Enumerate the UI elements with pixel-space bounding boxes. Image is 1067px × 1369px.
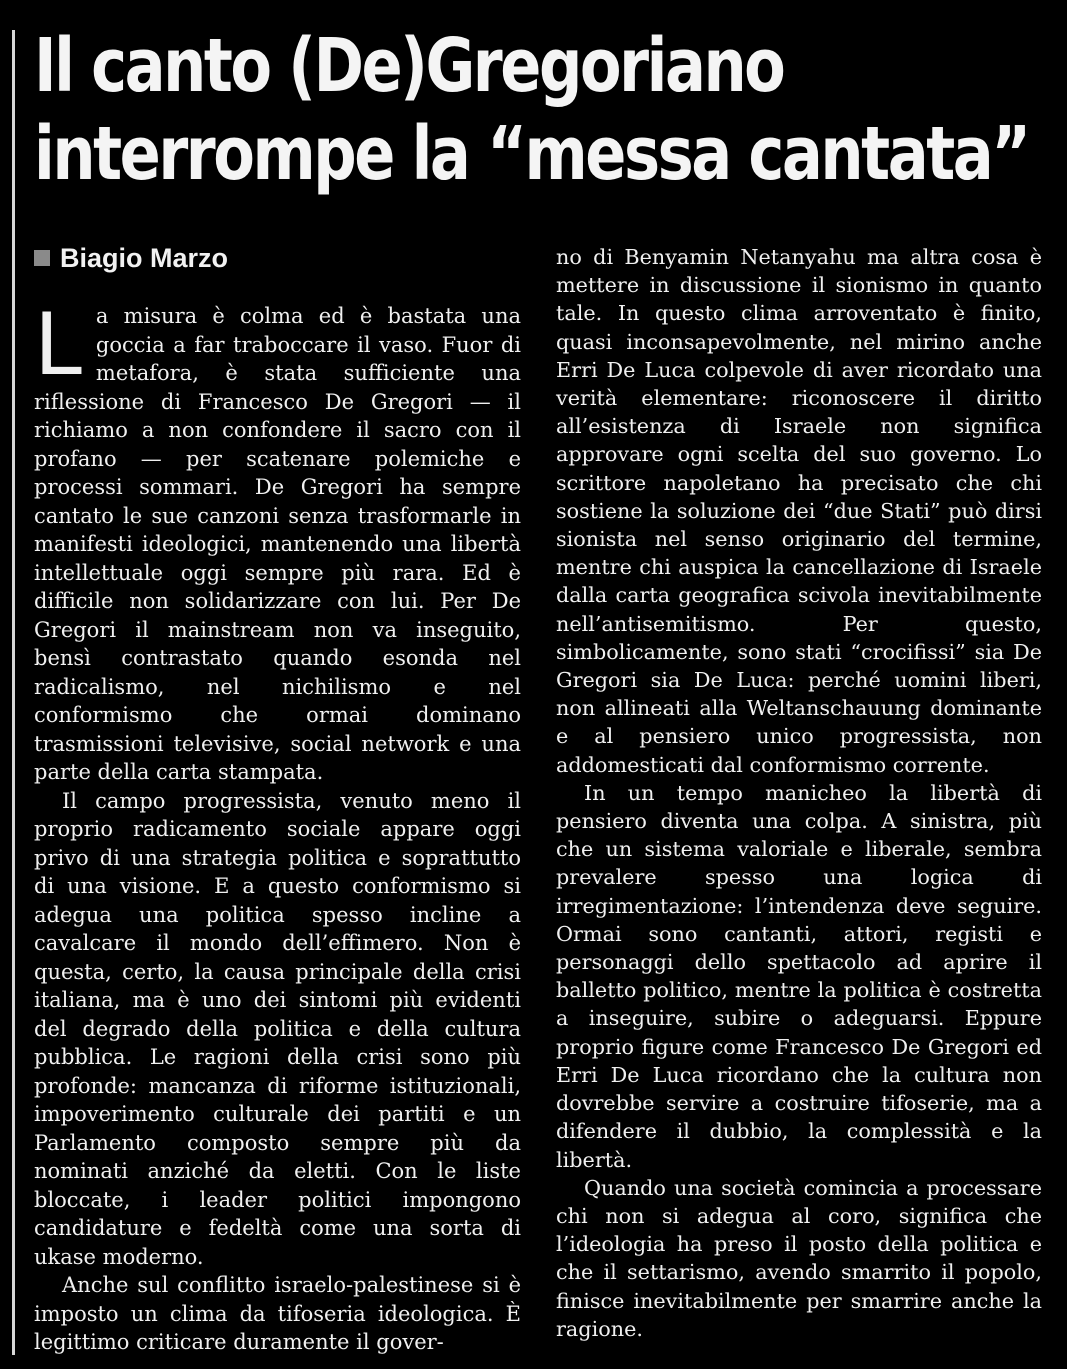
headline-line-1: Il canto (De)Gregoriano (34, 23, 784, 109)
article-headline (34, 22, 1029, 198)
author-byline (34, 240, 228, 276)
drop-cap: L (34, 295, 82, 395)
byline-square-icon (34, 250, 50, 266)
paragraph: no di Benyamin Netanyahu ma altra cosa è mettere in discussione il sionismo in quanto tale. In questo clima arroventato è finito, quasi inconsapevolmente, nel mirino anche Erri De Luca colpevole di aver ricordato una verità elementare: riconoscere il diritto all’esistenza di Israele non significa approvare ogni scelta del suo governo. Lo scrittore napoletano ha precisato che chi sostiene la soluzione dei “due Stati” può dirsi sionista nel senso originario del termine, mentre chi auspica la cancellazione di Israele dalla carta geografica scivola inevitabilmente nell’antisemitismo. Per questo, simbolicamente, sono stati “crocifissi” sia De Gregori sia De Luca: perché uomini liberi, non allineati alla Weltanschauung dominante e al pensiero unico progressista, non addomesticati dal conformismo corrente. (556, 245, 1042, 777)
paragraph: In un tempo manicheo la libertà di pensiero diventa una colpa. A sinistra, più che un sistema valoriale e liberale, sembra prevalere spesso una logica di irregimentazione: l’intendenza deve seguire. Ormai sono cantanti, attori, registi e personaggi dello spettacolo ad aprire il balletto politico, mentre la politica è costretta a inseguire, subire o adeguarsi. Eppure proprio figure come Francesco De Gregori ed Erri De Luca ricordano che la cultura non dovrebbe servire a costruire tifoserie, ma a difendere il dubbio, la complessità e la libertà. (556, 780, 1042, 1172)
author-name: Biagio Marzo (60, 243, 229, 273)
article-column-2 (556, 243, 1042, 1343)
paragraph-text: a misura è colma ed è bastata una goccia a far traboccare il vaso. Fuor di metafora, è stata sufficiente una riflessione di Francesco De Gregori — il richiamo a non confondere il sacro con il profano — per scatenare polemiche e processi sommari. De Gregori ha sempre cantato le sue canzoni senza trasformarle in manifesti ideologici, mantenendo una libertà intellettuale oggi sempre più rara. Ed è difficile non solidarizzare con lui. Per De Gregori il mainstream non va inseguito, bensì contrastato quando esonda nel radicalismo, nel nichilismo e nel conformismo che ormai dominano trasmissioni televisive, social network e una parte della carta stampata. (34, 304, 521, 784)
article-column-1 (34, 295, 521, 1357)
paragraph (34, 295, 521, 787)
paragraph: Il campo progressista, venuto meno il proprio radicamento sociale appare oggi privo di una strategia politica e soprattutto di una visione. E a questo conformismo si adegua una politica spesso incline a cavalcare il mondo dell’effimero. Non è questa, certo, la causa principale della crisi italiana, ma è uno dei sintomi più evidenti del degrado della politica e della cultura pubblica. Le ragioni della crisi sono più profonde: mancanza di riforme istituzionali, impoverimento culturale dei partiti e un Parlamento composto sempre più da nominati anziché da eletti. Con le liste bloccate, i leader politici impongono candidature e fedeltà come una sorta di ukase moderno. (34, 788, 521, 1269)
paragraph: Anche sul conflitto israelo-palestinese si è imposto un clima da tifoseria ideologica. È legittimo criticare duramente il gover- (34, 1273, 521, 1354)
left-column-rule (12, 30, 15, 1355)
headline-line-2: interrompe la “messa cantata” (34, 111, 1029, 197)
paragraph: Quando una società comincia a processare chi non si adegua al coro, significa che l’ideologia ha preso il posto della politica e che il settarismo, avendo smarrito il popolo, finisce inevitabilmente per smarrire anche la ragione. (556, 1175, 1042, 1341)
